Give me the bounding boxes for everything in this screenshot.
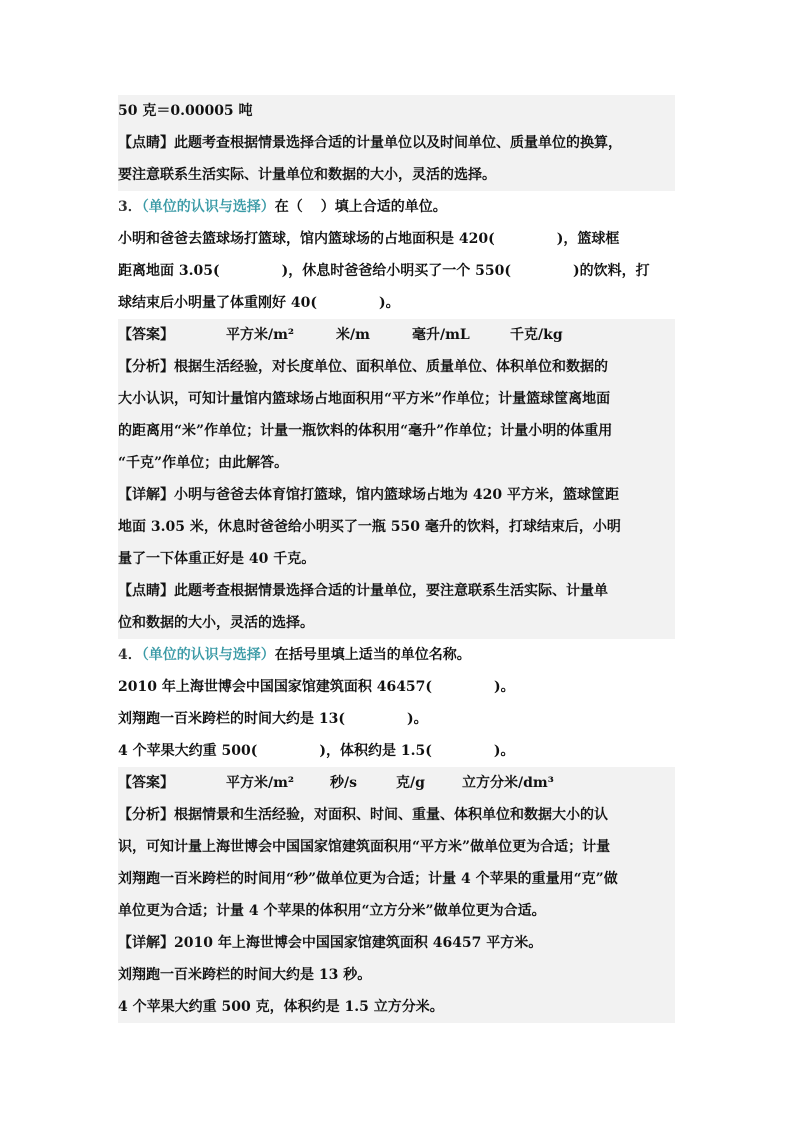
question-prompt: 在括号里填上适当的单位名称。 [274,647,471,663]
answer-item: 千克/kg [510,327,563,343]
topic-tag: （单位的认识与选择） [141,199,275,215]
question-number: 3． [118,199,142,215]
tip-line: 【点睛】此题考查根据情景选择合适的计量单位，要注意联系生活实际、计量单 [118,583,608,599]
detail-line: 量了一下体重正好是 40 千克。 [118,551,316,567]
answer-label: 【答案】 [118,775,174,791]
analysis-line: 单位更为合适；计量 4 个苹果的体积用“立方分米”做单位更为合适。 [118,903,546,919]
answer-item: 克/g [396,775,425,791]
text-segment: )。 [406,711,428,727]
text-segment: )。 [378,295,400,311]
answer-item: 秒/s [330,775,357,791]
question-number: 4． [118,647,142,663]
answer-label: 【答案】 [118,327,174,343]
text-segment: 刘翔跑一百米跨栏的时间大约是 13( [118,711,345,727]
tip-line: 位和数据的大小，灵活的选择。 [118,615,314,631]
question-text-line [118,287,675,319]
text-segment: )的饮料，打 [572,263,650,279]
answer-item: 米/m [336,327,370,343]
question-text-line [118,735,675,767]
document-page [118,95,675,1023]
answer-item: 平方米/m² [226,775,295,791]
question-text-line [118,223,675,255]
answer-item: 毫升/mL [412,327,470,343]
detail-line: 4 个苹果大约重 500 克，体积约是 1.5 立方分米。 [118,999,444,1015]
question-4-header [118,639,675,671]
question-3 [118,191,675,639]
question-3-header [118,191,675,223]
text-segment: )，篮球框 [556,231,620,247]
answer-row [118,767,675,799]
question-text-line [118,255,675,287]
text-segment: 距离地面 3.05( [118,263,220,279]
tip-line: 要注意联系生活实际、计量单位和数据的大小，灵活的选择。 [118,167,496,183]
analysis-line: 【分析】根据生活经验，对长度单位、面积单位、质量单位、体积单位和数据的 [118,359,608,375]
text-segment: )，体积约是 1.5( [319,743,432,759]
answer-row [118,319,675,351]
detail-line: 地面 3.05 米，休息时爸爸给小明买了一瓶 550 毫升的饮料，打球结束后，小明 [118,519,621,535]
analysis-line: 【分析】根据情景和生活经验，对面积、时间、重量、体积单位和数据大小的认 [118,807,608,823]
question-prompt-b: ）填上合适的单位。 [320,199,447,215]
analysis-line: 刘翔跑一百米跨栏的时间用“秒”做单位更为合适；计量 4 个苹果的重量用“克”做 [118,871,618,887]
question-4 [118,639,675,1023]
text-segment: )。 [494,679,515,695]
question-3-solution [118,319,675,639]
question-text-line [118,703,675,735]
text-segment: )，休息时爸爸给小明买了一个 550( [281,263,511,279]
text-segment: 4 个苹果大约重 500( [118,743,258,759]
answer-item: 平方米/m² [226,327,295,343]
detail-line: 【详解】小明与爸爸去体育馆打篮球，馆内篮球场占地为 420 平方米，篮球筐距 [118,487,619,503]
solution-line: 50 克＝0.00005 吨 [118,103,253,119]
question-4-solution [118,767,675,1023]
analysis-line: 的距离用“米”作单位；计量一瓶饮料的体积用“毫升”作单位；计量小明的体重用 [118,423,613,439]
text-segment: )。 [493,743,515,759]
detail-line: 刘翔跑一百米跨栏的时间大约是 13 秒。 [118,967,372,983]
tip-line: 【点睛】此题考查根据情景选择合适的计量单位以及时间单位、质量单位的换算， [118,135,622,151]
text-segment: 小明和爸爸去篮球场打篮球，馆内篮球场的占地面积是 420( [118,231,495,247]
answer-item: 立方分米/dm³ [462,775,554,791]
analysis-line: “千克”作单位；由此解答。 [118,455,289,471]
topic-tag: （单位的认识与选择） [141,647,275,663]
analysis-line: 大小认识，可知计量馆内篮球场占地面积用“平方米”作单位；计量篮球筐离地面 [118,391,611,407]
text-segment: 球结束后小明量了体重刚好 40( [118,295,317,311]
question-prompt-a: 在（ [274,199,303,215]
question-text-line [118,671,675,703]
detail-line: 【详解】2010 年上海世博会中国国家馆建筑面积 46457 平方米。 [118,935,543,951]
text-segment: 2010 年上海世博会中国国家馆建筑面积 46457( [118,679,433,695]
previous-solution-block [118,95,675,191]
analysis-line: 识，可知计量上海世博会中国国家馆建筑面积用“平方米”做单位更为合适；计量 [118,839,611,855]
